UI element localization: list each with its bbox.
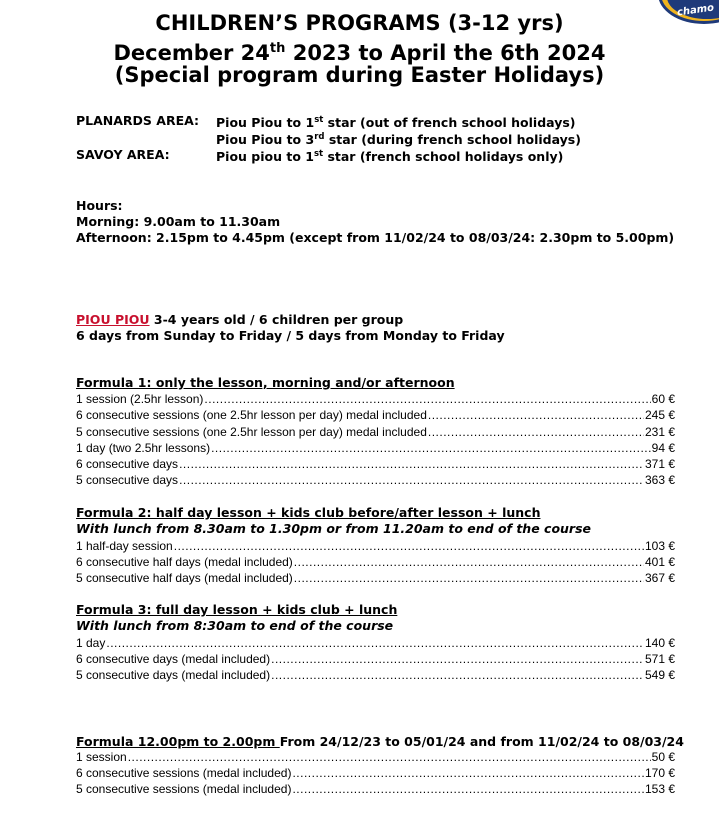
price-row: 5 consecutive sessions (one 2.5hr lesson per day) medal included ..... 231 €: [76, 424, 675, 440]
price-row: 1 day ..... 140 €: [76, 635, 675, 651]
price-row: 6 consecutive days ..... 371 €: [76, 456, 675, 472]
formula-3-subheading: With lunch from 8:30am to end of the course: [76, 618, 394, 633]
price-row: 5 consecutive days (medal included) ..... 549 €: [76, 667, 675, 683]
planards-line-1: Piou Piou to 1st star (out of french school holidays): [216, 115, 576, 131]
price-row: 1 session ..... 50 €: [76, 749, 675, 765]
savoy-line: Piou piou to 1st star (french school holidays only): [216, 149, 564, 165]
price-row: 1 day (two 2.5hr lessons) ..... 94 €: [76, 440, 675, 456]
formula-1-heading: Formula 1: only the lesson, morning and/or afternoon: [76, 375, 455, 390]
logo-text: chamo: [676, 2, 715, 19]
formula-lunch-heading: Formula 12.00pm to 2.00pm From 24/12/23 to 05/01/24 and from 11/02/24 to 08/03/24: [76, 734, 684, 749]
price-row: 5 consecutive days ..... 363 €: [76, 472, 675, 488]
hours-label: Hours:: [76, 198, 123, 213]
page-title: CHILDREN’S PROGRAMS (3-12 yrs): [155, 11, 564, 35]
planards-area-label: PLANARDS AREA:: [76, 113, 200, 128]
piou-piou-days: 6 days from Sunday to Friday / 5 days from Monday to Friday: [76, 328, 505, 343]
price-row: 6 consecutive half days (medal included) ..... 401 €: [76, 554, 675, 570]
price-row: 5 consecutive sessions (medal included) ..... 153 €: [76, 781, 675, 797]
price-row: 1 half-day session ..... 103 €: [76, 538, 675, 554]
piou-piou-heading: PIOU PIOU 3-4 years old / 6 children per group: [76, 312, 404, 327]
hours-morning: Morning: 9.00am to 11.30am: [76, 214, 281, 229]
price-row: 6 consecutive sessions (medal included) ..... 170 €: [76, 765, 675, 781]
easter-note-title: (Special program during Easter Holidays): [114, 63, 605, 87]
formula-3-heading: Formula 3: full day lesson + kids club + lunch: [76, 602, 398, 617]
formula-2-subheading: With lunch from 8.30am to 1.30pm or from 11.20am to end of the course: [76, 521, 592, 536]
price-row: 1 session (2.5hr lesson) ..... 60 €: [76, 391, 675, 407]
price-row: 6 consecutive days (medal included) ..... 571 €: [76, 651, 675, 667]
price-row: 6 consecutive sessions (one 2.5hr lesson per day) medal included ..... 245 €: [76, 407, 675, 423]
price-row: 5 consecutive half days (medal included) ..... 367 €: [76, 570, 675, 586]
planards-line-2: Piou Piou to 3rd star (during french school holidays): [216, 132, 581, 148]
formula-2-heading: Formula 2: half day lesson + kids club before/after lesson + lunch: [76, 505, 541, 520]
piou-piou-link[interactable]: PIOU PIOU: [76, 312, 150, 327]
date-range-title: December 24th 2023 to April the 6th 2024: [113, 41, 606, 65]
hours-afternoon: Afternoon: 2.15pm to 4.45pm (except from 11/02/24 to 08/03/24: 2.30pm to 5.00pm): [76, 230, 675, 245]
savoy-area-label: SAVOY AREA:: [76, 147, 170, 162]
